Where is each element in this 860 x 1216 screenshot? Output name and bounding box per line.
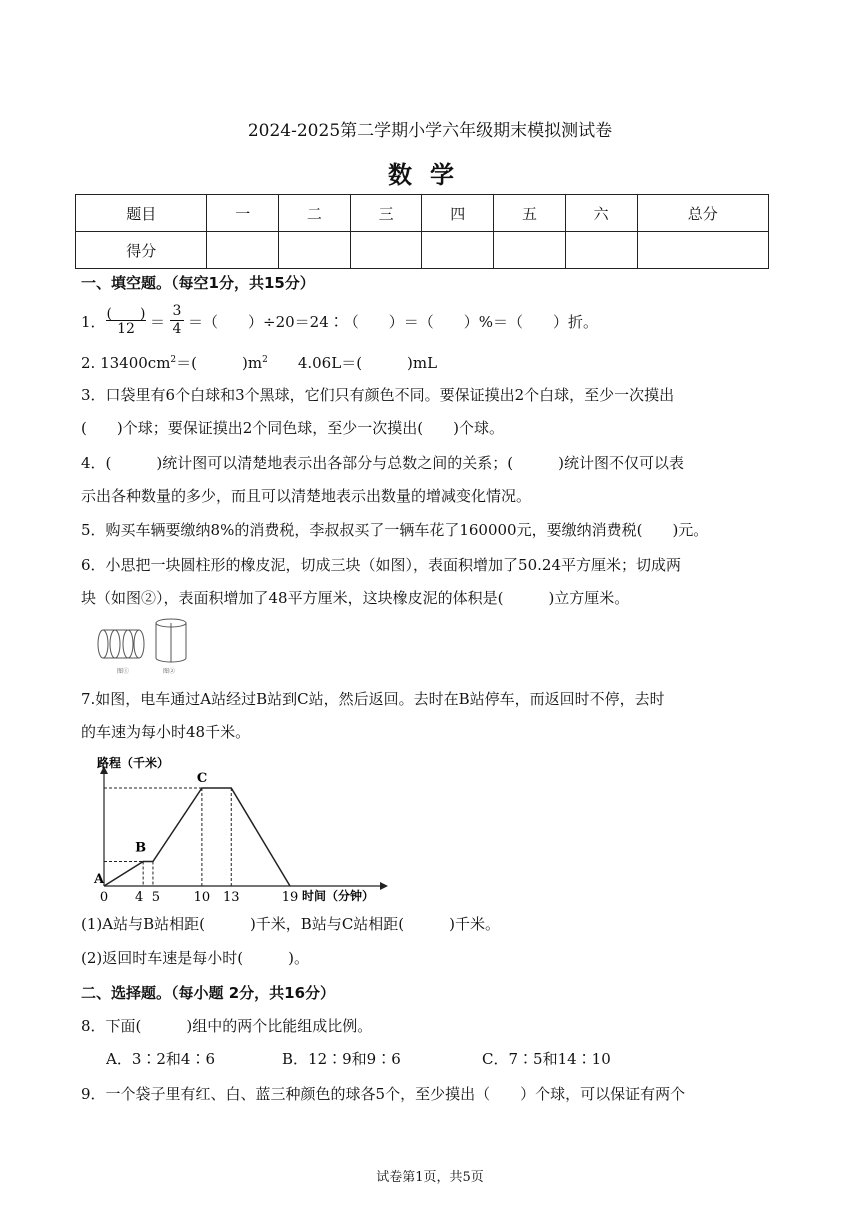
q8-option-a: A．3∶2和4∶6 (106, 1050, 216, 1068)
q2-line (81, 350, 437, 373)
point-label-b: B (135, 840, 147, 856)
score-input-cell[interactable] (207, 232, 279, 269)
q1-equals: ＝ (150, 313, 166, 331)
q1-fraction-two-numerator: 3 (170, 303, 184, 321)
x-axis-label: 时间（分钟） (302, 889, 375, 903)
q2-sup2: 2 (262, 355, 268, 365)
score-input-cell[interactable] (637, 232, 768, 269)
q2-sup1: 2 (170, 355, 177, 365)
score-table-cell: 一 (207, 195, 279, 232)
subject-title: 数学 (388, 160, 472, 189)
q8-line: 8．下面( )组中的两个比能组成比例。 (81, 1017, 373, 1035)
q3-line1: 3．口袋里有6个白球和3个黑球，它们只有颜色不同。要保证摸出2个白球，至少一次摸出 (81, 386, 675, 404)
x-tick-label: 5 (151, 890, 161, 905)
q1-fraction-two (170, 303, 184, 337)
q7-line1: 7.如图，电车通过A站经过B站到C站，然后返回。去时在B站停车，而返回时不停，去时 (81, 690, 665, 708)
cylinder-vertical-figure (156, 619, 186, 662)
score-table-cell: 二 (279, 195, 351, 232)
point-label-c: C (196, 771, 208, 786)
q1-rest: ＝（ ）÷20＝24∶（ ）＝（ ）%＝（ ）折。 (188, 313, 598, 331)
q1-fraction-two-denominator: 4 (172, 321, 182, 337)
q6-line2: 块（如图②），表面积增加了48平方厘米，这块橡皮泥的体积是( )立方厘米。 (81, 589, 630, 607)
score-table-score-row (76, 232, 769, 269)
score-input-cell[interactable] (494, 232, 566, 269)
y-axis-label: 路程（千米） (97, 756, 170, 770)
score-table-cell: 题目 (76, 195, 207, 232)
q4-line2: 示出各种数量的多少，而且可以清楚地表示出数量的增减变化情况。 (81, 487, 532, 505)
q1-fraction-numerator: ( ) (106, 303, 146, 321)
exam-title: 2024-2025第二学期小学六年级期末模拟测试卷 (247, 121, 613, 141)
score-table-cell: 总分 (637, 195, 768, 232)
section2-title: 二、选择题。（每小题 2分，共16分） (81, 984, 336, 1002)
q7-line2: 的车速为每小时48千米。 (81, 723, 251, 741)
chart-ticks (100, 890, 298, 905)
q2-part3: 4.06L＝( )mL (267, 354, 438, 372)
score-table (75, 194, 769, 269)
score-input-cell[interactable] (279, 232, 351, 269)
score-table-header-row (76, 195, 769, 232)
q7-sub2: (2)返回时车速是每小时( )。 (81, 949, 309, 967)
q9-line: 9．一个袋子里有红、白、蓝三种颜色的球各5个，至少摸出（ ）个球，可以保证有两个 (81, 1085, 686, 1103)
q4-line1: 4．( )统计图可以清楚地表示出各部分与总数之间的关系；( )统计图不仅可以表 (81, 454, 684, 472)
q6-line1: 6．小思把一块圆柱形的橡皮泥，切成三块（如图），表面积增加了50.24平方厘米；切成两 (81, 556, 681, 574)
score-input-cell[interactable] (350, 232, 422, 269)
x-tick-label: 10 (193, 890, 211, 905)
q8-option-b: B．12∶9和9∶6 (282, 1050, 401, 1068)
distance-time-chart (90, 750, 410, 910)
page-footer: 试卷第1页，共5页 (376, 1170, 484, 1185)
q5-line: 5．购买车辆要缴纳8%的消费税，李叔叔买了一辆车花了160000元，要缴纳消费税( )元。 (81, 521, 709, 539)
q1-fraction (106, 303, 146, 338)
q2-part1: 2. 13400cm (81, 354, 171, 372)
score-table-cell: 六 (565, 195, 637, 232)
figure-label-2: 图② (163, 668, 176, 675)
section1-title: 一、填空题。（每空1分，共15分） (81, 274, 315, 292)
q8-option-c: C．7∶5和14∶10 (482, 1050, 611, 1068)
route-line (104, 788, 290, 886)
score-row-label: 得分 (76, 232, 207, 269)
score-input-cell[interactable] (422, 232, 494, 269)
score-table-cell: 五 (494, 195, 566, 232)
q2-part2: ＝( )m (176, 354, 263, 372)
x-tick-label: 0 (99, 890, 109, 905)
q7-sub1: (1)A站与B站相距( )千米，B站与C站相距( )千米。 (81, 915, 501, 933)
chart-guides (104, 788, 231, 886)
cylinder-figures (95, 615, 195, 677)
x-tick-label: 4 (135, 890, 144, 905)
figure-label-1: 图① (117, 668, 130, 675)
x-tick-label: 13 (222, 890, 240, 905)
cylinder-horizontal-figure (98, 630, 144, 658)
point-label-a: A (94, 872, 105, 887)
q1-number: 1． (81, 313, 106, 331)
x-tick-label: 19 (281, 890, 299, 905)
q3-line2: ( )个球；要保证摸出2个同色球，至少一次摸出( )个球。 (81, 419, 504, 437)
score-table-cell: 三 (350, 195, 422, 232)
q1-fraction-denominator: 12 (117, 321, 135, 337)
score-input-cell[interactable] (565, 232, 637, 269)
score-table-cell: 四 (422, 195, 494, 232)
x-axis-arrow (380, 882, 388, 890)
